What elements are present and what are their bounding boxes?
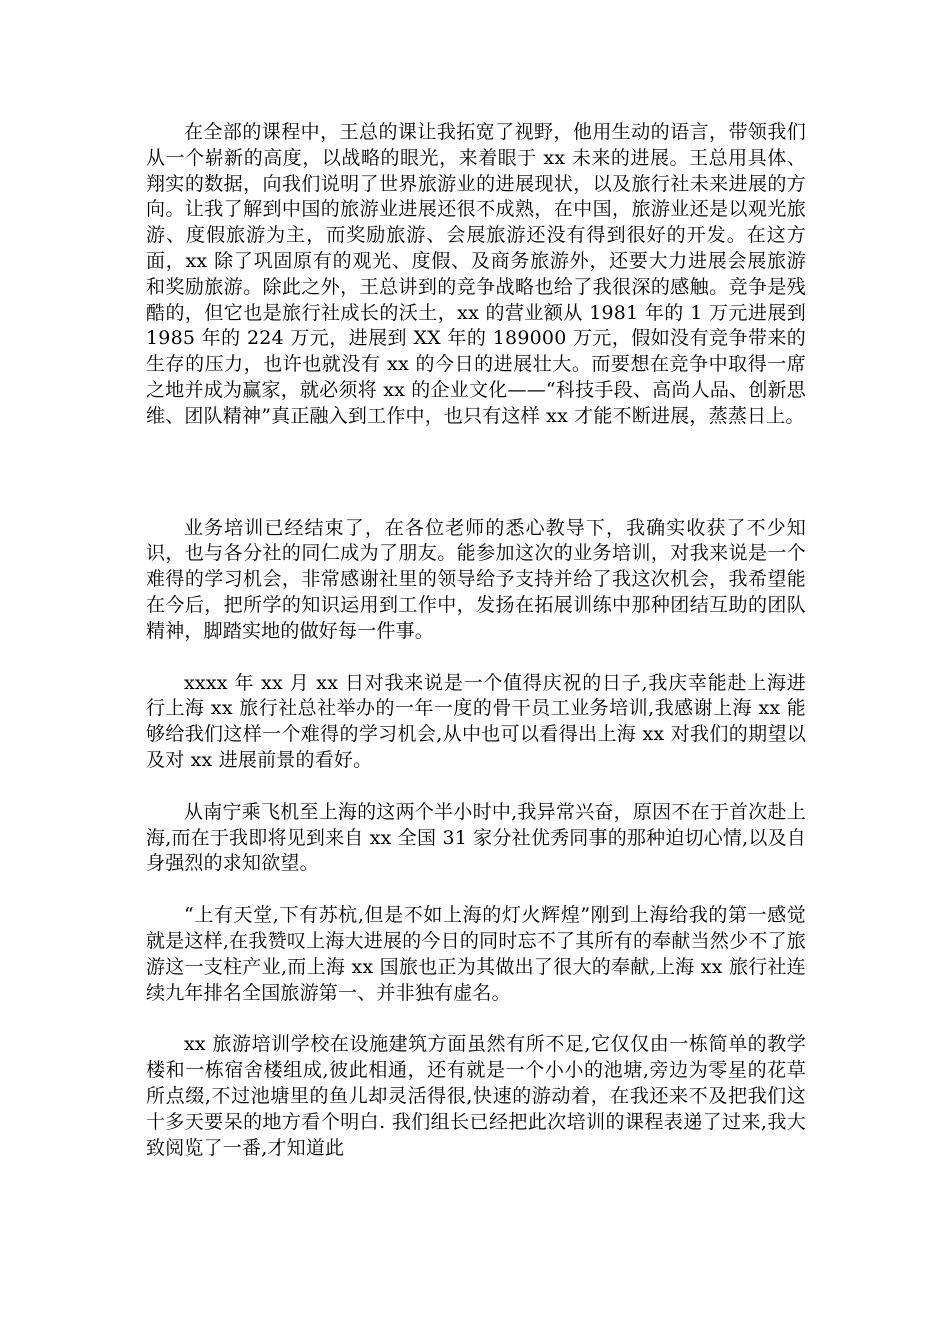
paragraph-gap [146, 645, 806, 671]
paragraph-training-date: xxxx 年 xx 月 xx 日对我来说是一个值得庆祝的日子,我庆幸能赴上海进行上海 xx 旅行社总社举办的一年一度的骨干员工业务培训,我感谢上海 xx 能够给我们这样一个难得的学习机会,从中也可以看得出上海 xx 对我们的期望以及对 xx 进展前景的看好。 [146, 671, 806, 771]
paragraph-shanghai-impression: “上有天堂,下有苏杭,但是不如上海的灯火辉煌”刚到上海给我的第一感觉就是这样,在我赞叹上海大进展的今日的同时忘不了其所有的奉献当然少不了旅游这一支柱产业,而上海 xx 国旅也正为其做出了很大的奉献,上海 xx 旅行社连续九年排名全国旅游第一、并非独有虚名。 [146, 904, 806, 1004]
paragraph-course-review: 在全部的课程中，王总的课让我拓宽了视野，他用生动的语言，带领我们从一个崭新的高度，以战略的眼光，来着眼于 xx 未来的进展。王总用具体、翔实的数据，向我们说明了世界旅游业的进展现状，以及旅行社未来进展的方向。让我了解到中国的旅游业进展还很不成熟，在中国，旅游业还是以观光旅游、度假旅游为主，而奖励旅游、会展旅游还没有得到很好的开发。在这方面，xx 除了巩固原有的观光、度假、及商务旅游外，还要大力进展会展旅游和奖励旅游。除此之外，王总讲到的竞争战略也给了我很深的感触。竞争是残酷的，但它也是旅行社成长的沃土，xx 的营业额从 1981 年的 1 万元进展到 1985 年的 224 万元，进展到 XX 年的 189000 万元，假如没有竞争带来的生存的压力，也许也就没有 xx 的今日的进展壮大。而要想在竞争中取得一席之地并成为赢家，就必须将 xx 的企业文化——“科技手段、高尚人品、创新思维、团队精神”真正融入到工作中，也只有这样 xx 才能不断进展，蒸蒸日上。 [146, 121, 806, 427]
paragraph-training-summary: 业务培训已经结束了，在各位老师的悉心教导下，我确实收获了不少知识，也与各分社的同仁成为了朋友。能参加这次的业务培训，对我来说是一个难得的学习机会，非常感谢社里的领导给予支持并给了我这次机会，我希望能在今后，把所学的知识运用到工作中，发扬在拓展训练中那种团结互助的团队精神，脚踏实地的做好每一件事。 [146, 516, 806, 642]
document-body [146, 120, 806, 1161]
paragraph-gap [146, 774, 806, 800]
paragraph-flight-to-shanghai: 从南宁乘飞机至上海的这两个半小时中,我异常兴奋，原因不在于首次赴上海,而在于我即将见到来自 xx 全国 31 家分社优秀同事的那种迫切心情,以及自身强烈的求知欲望。 [146, 800, 806, 875]
paragraph-gap [146, 1006, 806, 1032]
paragraph-gap [146, 877, 806, 903]
section-gap [146, 430, 806, 516]
paragraph-training-school: xx 旅游培训学校在设施建筑方面虽然有所不足,它仅仅由一栋简单的教学楼和一栋宿舍楼组成,彼此相通，还有就是一个小小的池塘,旁边为零星的花草所点缀,不过池塘里的鱼儿却灵活得很,快速的游动着，在我还来不及把我们这十多天要呆的地方看个明白. 我们组长已经把此次培训的课程表递了过来,我大致阅览了一番,才知道此 [146, 1033, 806, 1159]
